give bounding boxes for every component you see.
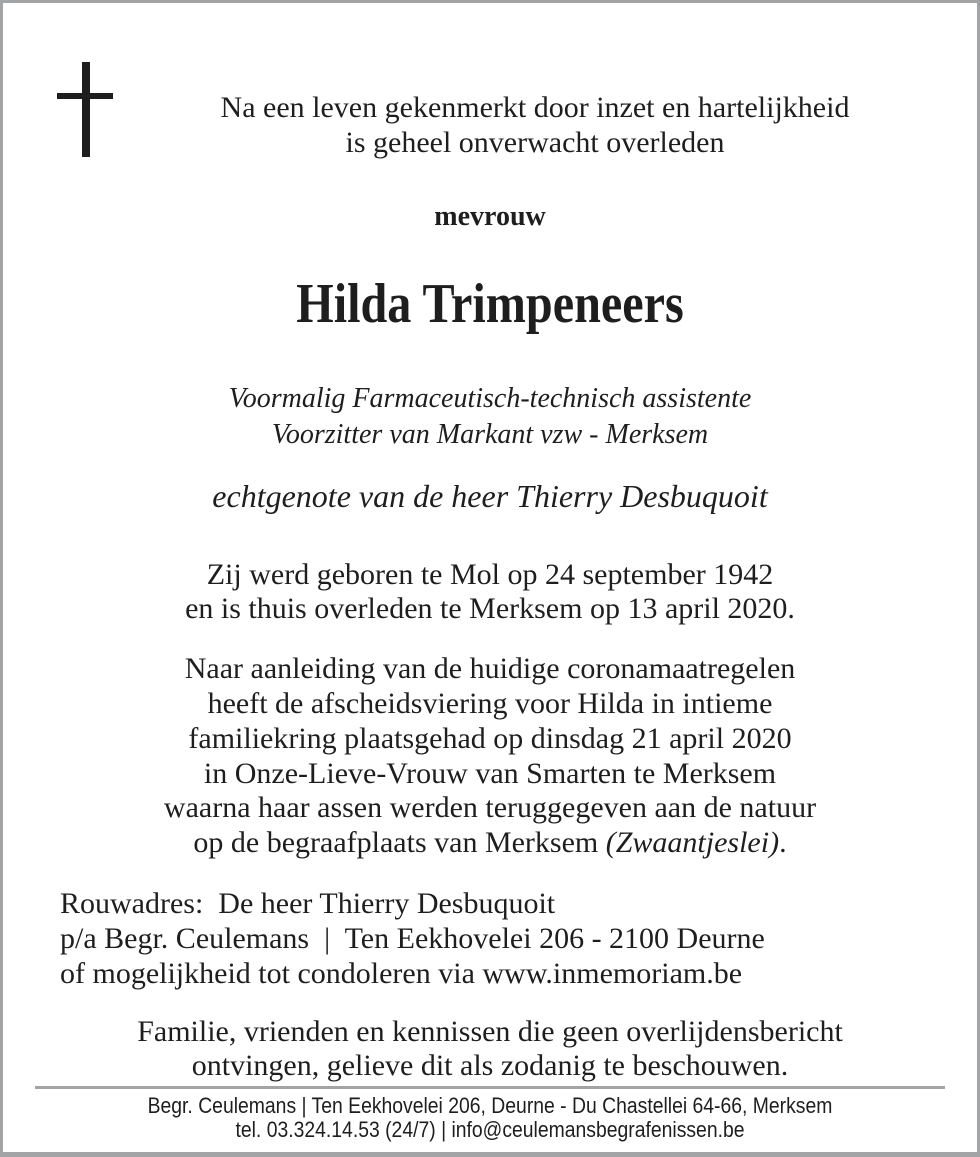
- divider: [35, 1086, 945, 1089]
- closing-line: Familie, vrienden en kennissen die geen overlijdensbericht: [137, 1015, 843, 1048]
- ceremony-text: op de begraafplaats van Merksem: [193, 826, 606, 859]
- intro-line: Na een leven gekenmerkt door inzet en hartelijkheid: [220, 91, 850, 124]
- ceremony-line: heeft de afscheidsviering voor Hilda in intieme: [207, 687, 773, 720]
- ceremony-line: Naar aanleiding van de huidige coronamaatregelen: [184, 652, 796, 685]
- address-line: Rouwadres: De heer Thierry Desbuquoit: [60, 887, 556, 920]
- footer-line: tel. 03.324.14.53 (24/7) | info@ceulemansbegrafenissen.be: [235, 1117, 745, 1142]
- address-line: of mogelijkheid tot condoleren via www.inmemoriam.be: [60, 957, 743, 990]
- ceremony-italic: (Zwaantjeslei): [605, 826, 780, 859]
- title: mevrouw: [434, 201, 546, 232]
- closing-line: ontvingen, gelieve dit als zodanig te beschouwen.: [191, 1049, 789, 1082]
- intro-line: is geheel onverwacht overleden: [345, 126, 725, 159]
- role-line: Voorzitter van Markant vzw - Merksem: [271, 419, 709, 450]
- ceremony-line: waarna haar assen werden teruggegeven aan de natuur: [163, 791, 817, 824]
- date-line: en is thuis overleden te Merksem op 13 april 2020.: [185, 592, 795, 625]
- ceremony-line: familiekring plaatsgehad op dinsdag 21 april 2020: [188, 722, 792, 755]
- death-notice: [3, 3, 977, 1152]
- role-line: Voormalig Farmaceutisch-technisch assistente: [228, 383, 752, 414]
- footer-line: Begr. Ceulemans | Ten Eekhovelei 206, Deurne - Du Chastellei 64-66, Merksem: [147, 1093, 833, 1118]
- date-line: Zij werd geboren te Mol op 24 september 1942: [206, 558, 774, 591]
- ceremony-line: [3, 828, 977, 858]
- ceremony-line: in Onze-Lieve-Vrouw van Smarten te Merksem: [203, 757, 777, 790]
- ceremony-end: .: [779, 826, 787, 859]
- deceased-name: Hilda Trimpeneers: [296, 273, 684, 335]
- spouse: echtgenote van de heer Thierry Desbuquoit: [212, 478, 768, 514]
- address-line: p/a Begr. Ceulemans | Ten Eekhovelei 206 - 2100 Deurne: [60, 922, 765, 955]
